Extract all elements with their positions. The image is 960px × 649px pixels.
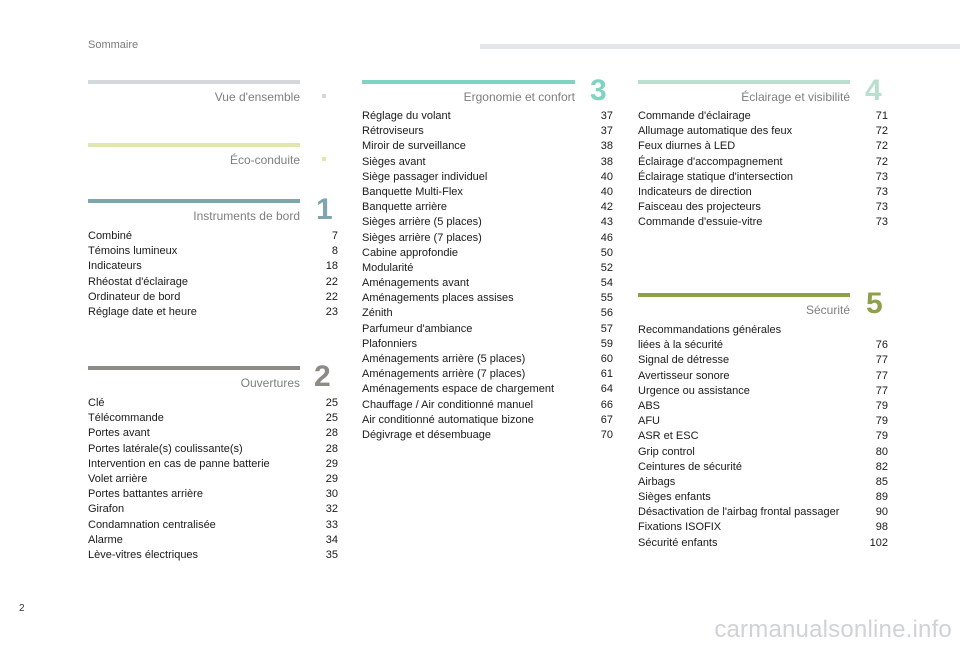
- toc-entry-label: Aménagements espace de chargement: [362, 383, 555, 396]
- toc-entry[interactable]: [88, 275, 338, 290]
- toc-entry[interactable]: [362, 200, 613, 215]
- toc-entry-page: 72: [875, 125, 888, 138]
- toc-entry[interactable]: [88, 426, 338, 441]
- toc-entry-page: 8: [331, 245, 338, 258]
- securite-list: [638, 323, 888, 551]
- toc-entry-label: Indicateurs: [88, 260, 142, 273]
- section-number: 5: [866, 287, 883, 320]
- toc-entry-label: Airbags: [638, 475, 676, 488]
- toc-entry-label: Lève-vitres électriques: [88, 548, 199, 561]
- toc-entry[interactable]: [638, 139, 888, 154]
- toc-entry[interactable]: [362, 170, 613, 185]
- section-bar: [88, 199, 300, 203]
- toc-entry-page: 73: [875, 185, 888, 198]
- toc-entry[interactable]: [88, 502, 338, 517]
- toc-entry[interactable]: [88, 457, 338, 472]
- toc-entry[interactable]: [88, 548, 338, 563]
- toc-entry-label: Urgence ou assistance: [638, 384, 750, 397]
- toc-entry-label: Aménagements places assises: [362, 292, 514, 305]
- toc-entry-label: Sièges enfants: [638, 491, 711, 504]
- ergonomie-list: [362, 109, 613, 443]
- toc-entry[interactable]: [638, 200, 888, 215]
- toc-entry-label: Signal de détresse: [638, 354, 730, 367]
- toc-entry-page: 57: [600, 322, 613, 335]
- toc-entry-page: 37: [600, 110, 613, 122]
- watermark: carmanualsonline.info: [714, 616, 952, 643]
- toc-entry[interactable]: [638, 185, 888, 200]
- toc-entry-page: 46: [600, 231, 613, 244]
- toc-entry-label: Modularité: [362, 261, 414, 274]
- toc-entry[interactable]: [362, 109, 613, 124]
- toc-entry-label: AFU: [638, 415, 660, 428]
- toc-entry-page: 73: [875, 201, 888, 214]
- toc-entry[interactable]: [362, 337, 613, 352]
- toc-entry-label: Portes battantes arrière: [88, 488, 203, 501]
- toc-entry[interactable]: [362, 185, 613, 200]
- toc-entry[interactable]: [362, 413, 613, 428]
- toc-entry-label: Ceintures de sécurité: [638, 460, 742, 473]
- toc-entry-page: 40: [600, 170, 613, 183]
- toc-entry[interactable]: [88, 396, 338, 411]
- section-marker: [322, 94, 326, 98]
- toc-entry-label: Sièges arrière (7 places): [362, 231, 482, 244]
- toc-entry-label: Ordinateur de bord: [88, 290, 181, 303]
- toc-entry-label: Portes latérale(s) coulissante(s): [88, 442, 243, 455]
- toc-entry-page: 25: [325, 397, 338, 409]
- section-bar: [638, 80, 850, 84]
- toc-entry-page: 33: [325, 518, 338, 531]
- toc-entry-page: 73: [875, 170, 888, 183]
- toc-entry-label: Faisceau des projecteurs: [638, 201, 761, 214]
- toc-entry[interactable]: [88, 244, 338, 259]
- toc-entry[interactable]: [638, 323, 888, 353]
- toc-entry-page: 59: [600, 337, 613, 350]
- toc-entry[interactable]: [362, 382, 613, 397]
- toc-entry[interactable]: [638, 536, 888, 551]
- toc-entry[interactable]: [362, 215, 613, 230]
- toc-entry[interactable]: [88, 290, 338, 305]
- toc-entry-label: Volet arrière: [88, 472, 148, 485]
- toc-entry-label-continued: liées à la sécurité: [638, 339, 723, 352]
- section-securite: [638, 287, 883, 323]
- ouvertures-list: [88, 396, 338, 563]
- toc-entry-page: 70: [600, 428, 613, 441]
- toc-entry-page: 77: [875, 369, 888, 382]
- toc-entry[interactable]: [638, 429, 888, 444]
- toc-entry-page: 32: [325, 503, 338, 516]
- section-ouvertures: [88, 360, 331, 396]
- section-title[interactable]: Instruments de bord: [193, 209, 300, 223]
- toc-entry-page: 50: [600, 246, 613, 259]
- toc-entry-label: Intervention en cas de panne batterie: [88, 457, 270, 470]
- toc-entry[interactable]: [638, 445, 888, 460]
- toc-entry-page: 43: [600, 216, 613, 229]
- section-title[interactable]: Ergonomie et confort: [463, 90, 575, 104]
- section-title[interactable]: Sécurité: [805, 303, 850, 317]
- toc-entry[interactable]: [638, 505, 888, 520]
- toc-entry[interactable]: [362, 124, 613, 139]
- toc-entry[interactable]: [362, 139, 613, 154]
- toc-entry[interactable]: [638, 155, 888, 170]
- toc-entry[interactable]: [362, 291, 613, 306]
- toc-entry-label: Rhéostat d'éclairage: [88, 275, 188, 288]
- toc-entry[interactable]: [638, 460, 888, 475]
- toc-entry-label: Banquette Multi-Flex: [362, 185, 463, 198]
- toc-entry-label: Indicateurs de direction: [638, 185, 752, 198]
- toc-entry-page: 29: [325, 472, 338, 485]
- section-ergonomie-confort: [362, 74, 607, 110]
- toc-entry-page: 40: [600, 185, 613, 198]
- toc-entry-label: Dégivrage et désembuage: [362, 428, 492, 441]
- toc-entry-label: Avertisseur sonore: [638, 369, 730, 382]
- toc-entry-label: Commande d'éclairage: [638, 110, 751, 122]
- toc-entry-label: Sièges arrière (5 places): [362, 216, 482, 229]
- toc-entry-page: 23: [325, 305, 338, 318]
- toc-entry[interactable]: [638, 369, 888, 384]
- toc-entry-label: Parfumeur d'ambiance: [362, 322, 473, 335]
- toc-entry-label: Recommandations générales: [638, 324, 782, 336]
- toc-entry-page: 77: [875, 354, 888, 367]
- toc-entry-page: 60: [600, 353, 613, 365]
- toc-entry[interactable]: [362, 306, 613, 321]
- toc-entry-page: 72: [875, 155, 888, 168]
- toc-entry-page: 82: [875, 460, 888, 473]
- toc-entry-label: Réglage du volant: [362, 110, 451, 122]
- toc-entry[interactable]: [362, 367, 613, 382]
- toc-entry-label: Rétroviseurs: [362, 125, 424, 138]
- toc-entry-page: 38: [600, 140, 613, 153]
- toc-entry-label: Siège passager individuel: [362, 170, 488, 183]
- toc-entry-page: 52: [600, 261, 613, 274]
- toc-entry-page: 79: [875, 415, 888, 428]
- toc-entry-page: 28: [325, 442, 338, 455]
- toc-entry-page: 79: [875, 399, 888, 412]
- toc-entry-page: 18: [325, 260, 338, 273]
- toc-entry[interactable]: [362, 322, 613, 337]
- instruments-list: [88, 229, 338, 320]
- toc-entry-label: Commande d'essuie-vitre: [638, 216, 763, 229]
- toc-entry-page: 72: [875, 140, 888, 153]
- toc-entry[interactable]: [362, 246, 613, 261]
- section-bar: [88, 366, 300, 370]
- toc-entry-page: 64: [600, 383, 613, 396]
- toc-entry[interactable]: [362, 231, 613, 246]
- toc-entry[interactable]: [638, 490, 888, 505]
- header-bar: [480, 44, 960, 49]
- toc-entry-page: 61: [600, 368, 613, 381]
- toc-entry[interactable]: [362, 276, 613, 291]
- toc-entry-label: Condamnation centralisée: [88, 518, 216, 531]
- toc-entry-page: 71: [875, 110, 888, 122]
- toc-entry-page: 30: [325, 488, 338, 501]
- section-title[interactable]: Éco-conduite: [229, 153, 300, 167]
- toc-entry[interactable]: [88, 518, 338, 533]
- toc-entry-label: Combiné: [88, 230, 133, 242]
- toc-entry[interactable]: [638, 109, 888, 124]
- section-vue-ensemble: [88, 80, 300, 110]
- toc-entry[interactable]: [362, 428, 613, 443]
- section-eclairage-visibilite: [638, 74, 882, 110]
- section-number: 2: [314, 360, 331, 393]
- toc-entry-label: Feux diurnes à LED: [638, 140, 736, 153]
- toc-entry-label: Aménagements arrière (7 places): [362, 368, 526, 381]
- toc-entry-label: Réglage date et heure: [88, 305, 197, 318]
- toc-entry-label: Fixations ISOFIX: [638, 521, 722, 534]
- toc-entry-page: 54: [600, 277, 613, 290]
- toc-entry-page: 28: [325, 427, 338, 440]
- toc-entry[interactable]: [638, 353, 888, 368]
- toc-entry-label: Témoins lumineux: [88, 245, 178, 258]
- toc-entry-label: Allumage automatique des feux: [638, 125, 793, 138]
- section-number: 4: [865, 74, 882, 107]
- section-marker: [322, 157, 326, 161]
- toc-entry-label: Désactivation de l'airbag frontal passager: [638, 506, 840, 519]
- toc-entry-label: Plafonniers: [362, 337, 418, 350]
- section-bar: [638, 293, 850, 297]
- toc-entry-label: Alarme: [88, 533, 123, 546]
- section-bar: [362, 80, 575, 84]
- page-number: 2: [19, 603, 25, 614]
- toc-entry[interactable]: [638, 399, 888, 414]
- section-instruments-de-bord: [88, 193, 333, 229]
- toc-entry-label: Éclairage statique d'intersection: [638, 170, 793, 183]
- toc-entry-label: Cabine approfondie: [362, 246, 459, 259]
- toc-entry-page: 85: [875, 475, 888, 488]
- toc-entry-page: 80: [875, 445, 888, 458]
- toc-entry[interactable]: [638, 124, 888, 139]
- section-bar: [88, 143, 300, 147]
- toc-entry-label: ABS: [638, 399, 661, 412]
- toc-entry[interactable]: [88, 472, 338, 487]
- toc-entry[interactable]: [88, 305, 338, 320]
- toc-entry[interactable]: [88, 533, 338, 548]
- toc-entry[interactable]: [638, 414, 888, 429]
- toc-entry-label: Miroir de surveillance: [362, 140, 466, 153]
- toc-entry[interactable]: [638, 215, 888, 230]
- toc-entry-page: 89: [875, 491, 888, 504]
- toc-entry-label: Zénith: [362, 307, 393, 320]
- toc-entry[interactable]: [88, 487, 338, 502]
- section-title[interactable]: Éclairage et visibilité: [741, 90, 850, 104]
- toc-entry[interactable]: [638, 384, 888, 399]
- toc-entry-page: 25: [325, 412, 338, 425]
- toc-entry-label: Portes avant: [88, 427, 150, 440]
- toc-entry-page: 79: [875, 430, 888, 443]
- toc-entry-page: 76: [875, 339, 888, 352]
- toc-entry[interactable]: [362, 155, 613, 170]
- toc-entry[interactable]: [362, 398, 613, 413]
- toc-entry-page: 29: [325, 457, 338, 470]
- toc-entry-page: 35: [325, 548, 338, 561]
- toc-entry-label: Chauffage / Air conditionné manuel: [362, 398, 534, 411]
- toc-entry-label: Aménagements arrière (5 places): [362, 353, 526, 365]
- toc-entry-page: 90: [875, 506, 888, 519]
- toc-entry[interactable]: [638, 475, 888, 490]
- toc-entry-label: Éclairage d'accompagnement: [638, 155, 783, 168]
- section-title[interactable]: Ouvertures: [240, 376, 300, 390]
- toc-entry-label: Clé: [88, 397, 105, 409]
- toc-entry-label: Girafon: [88, 503, 125, 516]
- toc-entry-label: Télécommande: [88, 412, 164, 425]
- toc-entry[interactable]: [362, 261, 613, 276]
- toc-entry-page: 37: [600, 125, 613, 138]
- toc-entry[interactable]: [362, 352, 613, 367]
- toc-entry-page: 56: [600, 307, 613, 320]
- toc-entry[interactable]: [88, 259, 338, 274]
- eclairage-list: [638, 109, 888, 231]
- toc-entry-page: 73: [875, 216, 888, 229]
- toc-entry-page: 22: [325, 275, 338, 288]
- section-title[interactable]: Vue d'ensemble: [214, 90, 300, 104]
- toc-entry[interactable]: [638, 170, 888, 185]
- page-header-title: Sommaire: [88, 39, 139, 51]
- toc-entry[interactable]: [88, 442, 338, 457]
- toc-entry[interactable]: [88, 229, 338, 244]
- toc-entry-page: 42: [600, 201, 613, 214]
- toc-entry-page: 55: [600, 292, 613, 305]
- toc-entry-page: 77: [875, 384, 888, 397]
- toc-entry-label: Aménagements avant: [362, 277, 470, 290]
- toc-entry-page: 7: [331, 230, 338, 242]
- toc-entry-page: 66: [600, 398, 613, 411]
- section-number: 1: [316, 193, 333, 226]
- toc-entry-label: Air conditionné automatique bizone: [362, 413, 534, 426]
- toc-entry-page: 22: [325, 290, 338, 303]
- section-number: 3: [590, 74, 607, 107]
- section-bar: [88, 80, 300, 84]
- toc-entry-label: ASR et ESC: [638, 430, 699, 443]
- toc-entry-page: 102: [869, 536, 888, 549]
- toc-entry-page: 34: [325, 533, 338, 546]
- toc-entry-page: 67: [600, 413, 613, 426]
- section-eco-conduite: [88, 143, 300, 173]
- toc-entry-page: 38: [600, 155, 613, 168]
- toc-entry-label: Sécurité enfants: [638, 536, 718, 549]
- toc-entry[interactable]: [638, 520, 888, 535]
- toc-entry-page: 98: [875, 521, 888, 534]
- toc-entry-label: Grip control: [638, 445, 695, 458]
- toc-entry-label: Sièges avant: [362, 155, 426, 168]
- toc-entry-label: Banquette arrière: [362, 201, 447, 214]
- toc-entry[interactable]: [88, 411, 338, 426]
